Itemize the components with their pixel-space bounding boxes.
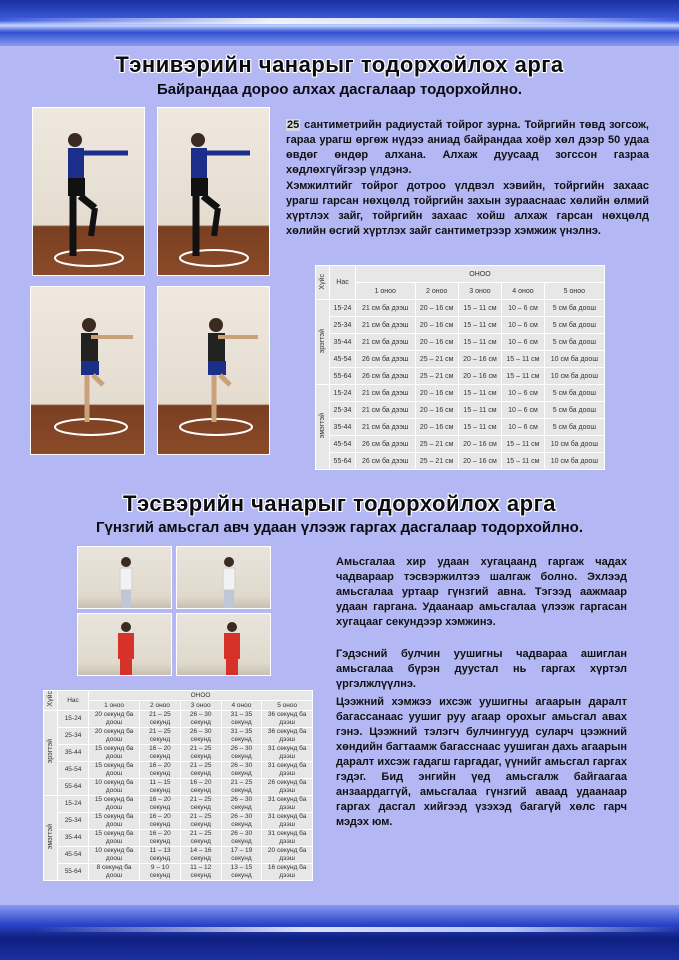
age-cell: 15-24 <box>330 300 356 317</box>
score-cell: 21 – 25 секунд <box>180 830 221 847</box>
score-cell: 15 – 11 см <box>502 351 545 368</box>
table-row <box>44 779 313 796</box>
score-cell: 16 – 20 секунд <box>140 830 181 847</box>
age-cell: 35-44 <box>330 419 356 436</box>
age-cell: 15-24 <box>330 385 356 402</box>
table-row <box>44 745 313 762</box>
age-cell: 55-64 <box>58 779 89 796</box>
table-row <box>44 711 313 728</box>
photo-woman-knee-raise-1 <box>32 107 145 276</box>
score-cell: 16 – 20 секунд <box>180 779 221 796</box>
sex-header: Хүйс <box>44 691 58 711</box>
photo-woman-knee-raise-2 <box>157 107 270 276</box>
score-cell: 5 см ба доош <box>544 317 604 334</box>
score-cell: 25 – 21 см <box>415 436 458 453</box>
score-cell: 21 – 25 секунд <box>180 796 221 813</box>
score-col-3: 3 оноо <box>180 701 221 711</box>
score-cell: 10 – 6 см <box>502 300 545 317</box>
table-row <box>44 830 313 847</box>
table-row <box>44 813 313 830</box>
score-cell: 21 см ба дээш <box>356 300 416 317</box>
age-cell: 45-54 <box>58 762 89 779</box>
score-cell: 15 – 11 см <box>502 436 545 453</box>
score-cell: 26 секунд ба дээш <box>262 779 313 796</box>
table-row <box>316 317 605 334</box>
sex-header: Хүйс <box>316 266 330 300</box>
score-cell: 21 – 25 секунд <box>140 711 181 728</box>
score-cell: 21 – 25 секунд <box>140 728 181 745</box>
score-cell: 5 см ба доош <box>544 419 604 436</box>
score-cell: 5 см ба доош <box>544 385 604 402</box>
section2-paragraph-2: Гэдэсний булчин уушигны чадвараа ашиглан амьсгалаа бүрэн дуустал нь гаргах хүртэл үргэлжлүүлнэ. <box>336 648 627 690</box>
score-col-4: 4 оноо <box>502 283 545 300</box>
section2-subtitle: Гүнзгий амьсгал авч удаан үлээж гаргах дасгалаар тодорхойлно. <box>95 519 584 536</box>
table-row <box>44 864 313 881</box>
score-cell: 5 см ба доош <box>544 334 604 351</box>
score-cell: 26 – 30 секунд <box>221 745 262 762</box>
section2-title: Тэсвэрийн чанарыг тодорхойлох арга <box>123 491 556 516</box>
score-cell: 9 – 10 секунд <box>140 864 181 881</box>
table-row <box>316 385 605 402</box>
sex-group-label: эмэгтэй <box>44 796 58 881</box>
score-cell: 26 – 30 секунд <box>221 813 262 830</box>
score-cell: 26 см ба дээш <box>356 368 416 385</box>
score-cell: 15 – 11 см <box>458 419 501 436</box>
score-cell: 21 – 25 секунд <box>180 762 221 779</box>
score-cell: 16 – 20 секунд <box>140 745 181 762</box>
score-cell: 16 – 20 секунд <box>140 796 181 813</box>
table-row <box>316 436 605 453</box>
score-cell: 15 секунд ба доош <box>89 762 140 779</box>
score-cell: 20 – 16 см <box>415 402 458 419</box>
table-row <box>316 368 605 385</box>
score-cell: 10 – 6 см <box>502 334 545 351</box>
score-cell: 5 см ба доош <box>544 300 604 317</box>
photo-man-knee-raise-1 <box>30 286 145 455</box>
score-cell: 31 секунд ба дээш <box>262 745 313 762</box>
score-cell: 10 см ба доош <box>544 453 604 470</box>
score-col-5: 5 оноо <box>544 283 604 300</box>
photo-man-knee-raise-2 <box>157 286 270 455</box>
score-cell: 11 – 15 секунд <box>140 779 181 796</box>
score-cell: 15 – 11 см <box>458 300 501 317</box>
score-cell: 25 – 21 см <box>415 453 458 470</box>
score-cell: 21 см ба дээш <box>356 334 416 351</box>
score-cell: 20 – 16 см <box>415 385 458 402</box>
score-cell: 21 – 25 секунд <box>221 779 262 796</box>
score-cell: 31 – 35 секунд <box>221 728 262 745</box>
score-cell: 20 секунд ба дээш <box>262 847 313 864</box>
table-row <box>44 796 313 813</box>
bottom-decorative-band <box>0 905 679 960</box>
table-row <box>316 402 605 419</box>
age-cell: 25-34 <box>330 317 356 334</box>
age-cell: 25-34 <box>330 402 356 419</box>
score-cell: 31 секунд ба дээш <box>262 830 313 847</box>
table-row <box>316 300 605 317</box>
score-cell: 20 – 16 см <box>415 300 458 317</box>
score-cell: 13 – 15 секунд <box>221 864 262 881</box>
age-header: Нас <box>330 266 356 300</box>
score-cell: 26 – 30 секунд <box>180 711 221 728</box>
score-cell: 11 – 12 секунд <box>180 864 221 881</box>
score-cell: 10 см ба доош <box>544 351 604 368</box>
score-cell: 21 см ба дээш <box>356 385 416 402</box>
score-cell: 26 см ба дээш <box>356 436 416 453</box>
balance-score-table <box>315 265 605 470</box>
score-cell: 15 секунд ба доош <box>89 813 140 830</box>
sex-group-label: эрэгтэй <box>316 300 330 385</box>
score-header: ОНОО <box>356 266 605 283</box>
section2-paragraph-1: Амьсгалаа хир удаан хугацаанд гаргаж чадах чадвараар тэсвэржилтээ шалгаж болно. Эхлээд амьсгалаа уртаар гүнзгий авна. Тэгээд аажмаар удаан гаргана. Удаанаар амьсгалаа үлээж гаргасан хугацааг секундээр хэмжинэ. <box>336 556 627 628</box>
score-cell: 20 – 16 см <box>458 453 501 470</box>
section1-paragraph-2: Хэмжилтийг тойрог дотроо үлдвэл хэвийн, тойргийн захаас урагш гарсан нөхцөлд тойргийн захын зурааснаас хөлийн өлмий хүртлэх зайг, тойргийн захаас хойш алхаж гарсан нөхцөлд хөлийн өсгий хүртлэх зайг сантиметрээр хэмжиж үнэлнэ. <box>286 180 649 237</box>
age-cell: 35-44 <box>330 334 356 351</box>
age-cell: 35-44 <box>58 830 89 847</box>
score-col-1: 1 оноо <box>356 283 416 300</box>
score-cell: 11 – 13 секунд <box>140 847 181 864</box>
score-cell: 21 – 25 секунд <box>180 745 221 762</box>
score-cell: 15 – 11 см <box>458 317 501 334</box>
age-cell: 15-24 <box>58 796 89 813</box>
score-cell: 20 – 16 см <box>415 334 458 351</box>
photo-man-breathing-1 <box>77 613 172 676</box>
score-cell: 15 секунд ба доош <box>89 796 140 813</box>
age-cell: 35-44 <box>58 745 89 762</box>
endurance-score-table <box>43 690 313 881</box>
score-cell: 10 см ба доош <box>544 436 604 453</box>
score-cell: 20 – 16 см <box>458 351 501 368</box>
age-header: Нас <box>58 691 89 711</box>
age-cell: 15-24 <box>58 711 89 728</box>
section1-paragraph-1-text: сантиметрийн радиустай тойрог зурна. Тойргийн төвд зогсож, гараа урагш өргөж нүдээ аниад байрандаа хоёр хөл дээр 50 удаа өвдөг өндөр алхана. Алхаж дуусаад зогссон газраа хөдлөхгүйгээр үлдэнэ. <box>286 119 649 176</box>
score-col-4: 4 оноо <box>221 701 262 711</box>
score-cell: 26 см ба дээш <box>356 453 416 470</box>
top-decorative-band <box>0 0 679 46</box>
score-cell: 36 секунд ба дээш <box>262 711 313 728</box>
score-cell: 10 см ба доош <box>544 368 604 385</box>
score-col-3: 3 оноо <box>458 283 501 300</box>
score-cell: 20 – 16 см <box>458 368 501 385</box>
score-cell: 15 – 11 см <box>458 402 501 419</box>
score-cell: 21 см ба дээш <box>356 402 416 419</box>
score-col-2: 2 оноо <box>140 701 181 711</box>
score-cell: 10 – 6 см <box>502 402 545 419</box>
score-cell: 10 секунд ба доош <box>89 779 140 796</box>
score-cell: 21 см ба дээш <box>356 317 416 334</box>
score-cell: 5 см ба доош <box>544 402 604 419</box>
age-cell: 55-64 <box>58 864 89 881</box>
photo-woman-breathing-1 <box>77 546 172 609</box>
score-cell: 15 – 11 см <box>502 368 545 385</box>
age-cell: 45-54 <box>58 847 89 864</box>
score-col-5: 5 оноо <box>262 701 313 711</box>
sex-group-label: эмэгтэй <box>316 385 330 470</box>
score-cell: 15 секунд ба доош <box>89 830 140 847</box>
table-row <box>316 453 605 470</box>
score-cell: 26 – 30 секунд <box>221 830 262 847</box>
score-cell: 20 секунд ба доош <box>89 711 140 728</box>
table-row <box>316 334 605 351</box>
score-cell: 10 секунд ба доош <box>89 847 140 864</box>
table-row <box>44 847 313 864</box>
score-cell: 26 см ба дээш <box>356 351 416 368</box>
photo-woman-breathing-2 <box>176 546 271 609</box>
photo-man-breathing-2 <box>176 613 271 676</box>
score-cell: 31 секунд ба дээш <box>262 796 313 813</box>
score-cell: 17 – 19 секунд <box>221 847 262 864</box>
score-cell: 31 секунд ба дээш <box>262 813 313 830</box>
score-cell: 26 – 30 секунд <box>221 796 262 813</box>
table-row <box>316 419 605 436</box>
sex-group-label: эрэгтэй <box>44 711 58 796</box>
score-cell: 25 – 21 см <box>415 368 458 385</box>
score-cell: 16 – 20 секунд <box>140 762 181 779</box>
age-cell: 45-54 <box>330 351 356 368</box>
score-cell: 26 – 30 секунд <box>221 762 262 779</box>
score-cell: 14 – 16 секунд <box>180 847 221 864</box>
score-cell: 31 секунд ба дээш <box>262 762 313 779</box>
score-cell: 25 – 21 см <box>415 351 458 368</box>
score-cell: 10 – 6 см <box>502 419 545 436</box>
age-cell: 55-64 <box>330 453 356 470</box>
score-cell: 8 секунд ба доош <box>89 864 140 881</box>
score-cell: 20 – 16 см <box>415 317 458 334</box>
age-cell: 25-34 <box>58 813 89 830</box>
score-cell: 21 – 25 секунд <box>180 813 221 830</box>
score-cell: 15 – 11 см <box>458 334 501 351</box>
table-row <box>44 762 313 779</box>
score-cell: 15 – 11 см <box>458 385 501 402</box>
score-cell: 16 – 20 секунд <box>140 813 181 830</box>
table-row <box>316 351 605 368</box>
score-cell: 20 – 16 см <box>458 436 501 453</box>
age-cell: 55-64 <box>330 368 356 385</box>
score-cell: 15 – 11 см <box>502 453 545 470</box>
table-row <box>44 728 313 745</box>
score-col-1: 1 оноо <box>89 701 140 711</box>
score-cell: 16 секунд ба дээш <box>262 864 313 881</box>
score-cell: 15 секунд ба доош <box>89 745 140 762</box>
section1-title: Тэнивэрийн чанарыг тодорхойлох арга <box>115 52 564 77</box>
score-cell: 10 – 6 см <box>502 317 545 334</box>
score-cell: 20 секунд ба доош <box>89 728 140 745</box>
score-col-2: 2 оноо <box>415 283 458 300</box>
score-cell: 10 – 6 см <box>502 385 545 402</box>
score-header: ОНОО <box>89 691 313 701</box>
section1-subtitle: Байрандаа дороо алхах дасгалаар тодорхойлно. <box>156 81 523 98</box>
section2-paragraph-3: Цээжний хэмжээ ихсэж уушигны агаарын даралт багассанаас уушиг руу агаар орохыг амьсгал авах гэнэ. Цээжний тэлэгч булчингууд суларч цээжний хөндийн багтаамж багасснаас уушиган дахь агаарын даралт ихсэж гадагш гаргадаг, үүнийг амьсгал гаргах гэдэг. Бид энгийн үед амьсгалж байгаагаа анзаардаггүй, амьсгалаа гүнзгий аваад удаанаар гаргах дасгал хийгээд үзэхэд багагүй хөлс гарч мэдэх юм. <box>336 696 627 828</box>
section1-paragraph-1 <box>286 118 649 178</box>
age-cell: 45-54 <box>330 436 356 453</box>
radius-number: 25 <box>287 119 300 131</box>
score-cell: 21 см ба дээш <box>356 419 416 436</box>
score-cell: 36 секунд ба дээш <box>262 728 313 745</box>
score-cell: 20 – 16 см <box>415 419 458 436</box>
score-cell: 26 – 30 секунд <box>180 728 221 745</box>
age-cell: 25-34 <box>58 728 89 745</box>
score-cell: 31 – 35 секунд <box>221 711 262 728</box>
